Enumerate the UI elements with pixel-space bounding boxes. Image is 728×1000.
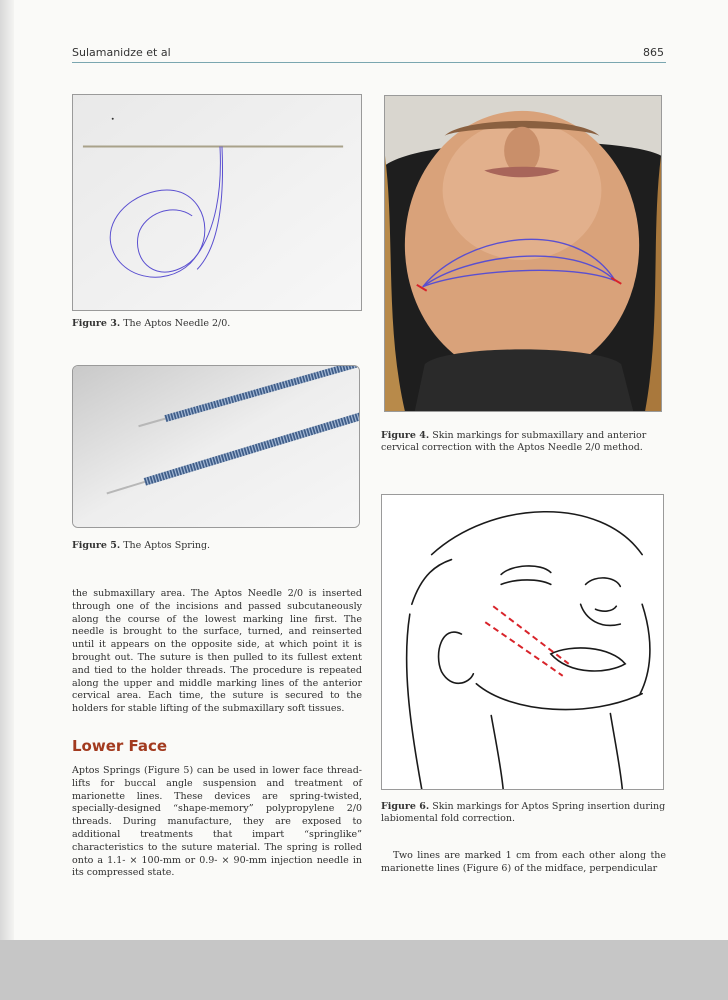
figure-5-caption: Figure 5. The Aptos Spring. (72, 540, 211, 551)
face-line-drawing (382, 495, 663, 789)
aptos-needle-photo (73, 95, 361, 310)
page-binding-shadow (0, 0, 14, 940)
figure-5-image (72, 365, 360, 528)
submaxillary-markings-photo (385, 96, 661, 411)
body-paragraph-lower-face: Aptos Springs (Figure 5) can be used in lower face thread-lifts for buccal angle suspension and treatment of marionette lines. These devices are spring-twisted, specially-designed “shape-memory” polypropylene 2/0 threads. During manufacture, they are exposed to additional treatments that impart “springlike” characteristics to the suture material. The spring is rolled onto a 1.1- × 100-mm or 0.9- × 90-mm injection needle in its compressed state. (72, 765, 362, 879)
figure-3-image (72, 94, 362, 311)
header-rule (72, 62, 666, 63)
running-header-author: Sulamanidze et al (72, 46, 171, 59)
page-number: 865 (643, 46, 664, 59)
figure-4-image (384, 95, 662, 412)
section-heading-lower-face: Lower Face (72, 737, 168, 755)
body-paragraph-left: the submaxillary area. The Aptos Needle 2/0 is inserted through one of the incisions and passed subcutaneously along the course of the lowest marking line first. The needle is brought to the surface, turned, and reinserted until it appears on the opposite side, at which point it is brought out. The suture is then pulled to its fullest extent and tied to the holder threads. The procedure is repeated along the upper and middle marking lines of the anterior cervical area. Each time, the suture is secured to the holders for stable lifting of the submaxillary soft tissues. (72, 588, 362, 715)
figure-6-image (381, 494, 664, 790)
figure-4-caption: Figure 4. Skin markings for submaxillary and anterior cervical correction with the Aptos Needle 2/0 method. (381, 430, 647, 453)
figure-6-caption: Figure 6. Skin markings for Aptos Spring insertion during labiomental fold correction. (381, 801, 666, 824)
body-paragraph-right: Two lines are marked 1 cm from each other along the marionette lines (Figure 6) of the midface, perpendicular (381, 850, 666, 874)
figure-3-caption: Figure 3. The Aptos Needle 2/0. (72, 318, 231, 329)
aptos-spring-photo (73, 366, 359, 527)
scan-bottom-margin (0, 940, 728, 1000)
